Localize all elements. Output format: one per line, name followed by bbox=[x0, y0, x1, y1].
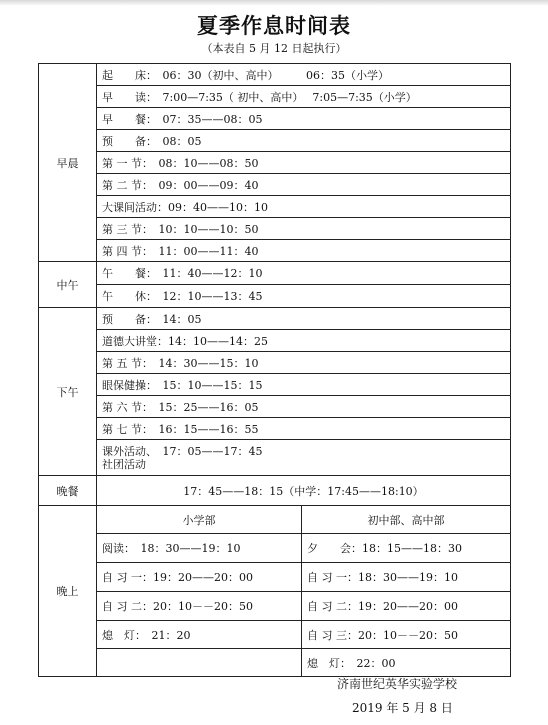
primary-entry: 自 习 二：20：10－－20：50 bbox=[97, 592, 302, 621]
table-row bbox=[39, 396, 511, 418]
schedule-entry: 眼保健操： 15：10——15：15 bbox=[97, 374, 511, 396]
secondary-entry: 自 习 一：18：30——19：10 bbox=[302, 563, 511, 592]
table-row bbox=[39, 563, 511, 592]
secondary-entry: 夕 会：18：15——18：30 bbox=[302, 534, 511, 563]
page-subtitle: （本表自 5 月 12 日起执行） bbox=[201, 42, 347, 55]
table-row bbox=[39, 108, 511, 130]
secondary-entry: 自 习 二：19：20——20：00 bbox=[302, 592, 511, 621]
schedule-entry: 午 餐： 11：40——12：10 bbox=[97, 262, 511, 285]
section-label-evening: 晚上 bbox=[39, 506, 97, 677]
schedule-entry: 第 三 节： 10：10——10：50 bbox=[97, 218, 511, 240]
schedule-entry: 午 休： 12：10——13：45 bbox=[97, 285, 511, 308]
table-row bbox=[39, 534, 511, 563]
section-label-dinner: 晚餐 bbox=[39, 476, 97, 506]
schedule-entry: 预 备： 08：05 bbox=[97, 130, 511, 152]
table-row bbox=[39, 506, 511, 534]
schedule-entry: 第 七 节： 16：15——16：55 bbox=[97, 418, 511, 440]
table-row bbox=[39, 86, 511, 108]
issue-date: 2019 年 5 月 8 日 bbox=[352, 701, 453, 715]
section-label-noon: 中午 bbox=[39, 262, 97, 308]
schedule-entry: 第 二 节： 09：00——09：40 bbox=[97, 174, 511, 196]
section-label-afternoon: 下午 bbox=[39, 308, 97, 476]
schedule-entry: 第 四 节： 11：00——11：40 bbox=[97, 240, 511, 262]
schedule-entry: 早 读： 7:00—7:35（ 初中、高中） 7:05—7:35（小学） bbox=[97, 86, 511, 108]
schedule-entry: 道德大讲堂：14：10——14：25 bbox=[97, 330, 511, 352]
table-row bbox=[39, 649, 511, 677]
secondary-school-header: 初中部、高中部 bbox=[302, 506, 511, 534]
schedule-entry: 课外活动、 17：05——17：45 社团活动 bbox=[97, 440, 511, 476]
table-row bbox=[39, 308, 511, 330]
table-row bbox=[39, 330, 511, 352]
schedule-entry: 第 六 节： 15：25——16：05 bbox=[97, 396, 511, 418]
secondary-entry: 熄 灯： 22：00 bbox=[302, 649, 511, 677]
primary-school-header: 小学部 bbox=[97, 506, 302, 534]
table-row bbox=[39, 418, 511, 440]
table-row bbox=[39, 285, 511, 308]
table-row bbox=[39, 352, 511, 374]
schedule-table bbox=[38, 63, 511, 677]
schedule-entry: 起 床： 06：30（初中、高中） 06：35（小学） bbox=[97, 64, 511, 86]
section-label-morning: 早晨 bbox=[39, 64, 97, 262]
school-name: 济南世纪英华实验学校 bbox=[337, 677, 458, 691]
schedule-entry: 预 备： 14：05 bbox=[97, 308, 511, 330]
primary-entry: 自 习 一：19：20——20：00 bbox=[97, 563, 302, 592]
schedule-entry: 早 餐： 07：35——08：05 bbox=[97, 108, 511, 130]
table-row bbox=[39, 592, 511, 621]
table-row bbox=[39, 152, 511, 174]
table-row bbox=[39, 262, 511, 285]
primary-entry: 熄 灯： 21：20 bbox=[97, 621, 302, 649]
table-row bbox=[39, 374, 511, 396]
page-top-shadow bbox=[0, 0, 548, 6]
schedule-entry: 大课间活动：09：40——10：10 bbox=[97, 196, 511, 218]
table-row bbox=[39, 476, 511, 506]
table-row bbox=[39, 174, 511, 196]
page-title: 夏季作息时间表 bbox=[197, 14, 351, 38]
table-row bbox=[39, 64, 511, 86]
table-row bbox=[39, 621, 511, 649]
dinner-entry: 17：45——18：15（中学：17:45——18:10） bbox=[97, 476, 511, 506]
schedule-entry: 第 五 节： 14：30——15：10 bbox=[97, 352, 511, 374]
table-row bbox=[39, 440, 511, 476]
secondary-entry: 自 习 三：20：10－－20：50 bbox=[302, 621, 511, 649]
table-row bbox=[39, 240, 511, 262]
schedule-entry: 第 一 节： 08：10——08：50 bbox=[97, 152, 511, 174]
table-row bbox=[39, 218, 511, 240]
table-row bbox=[39, 130, 511, 152]
primary-entry bbox=[97, 649, 302, 677]
primary-entry: 阅读： 18：30——19：10 bbox=[97, 534, 302, 563]
table-row bbox=[39, 196, 511, 218]
